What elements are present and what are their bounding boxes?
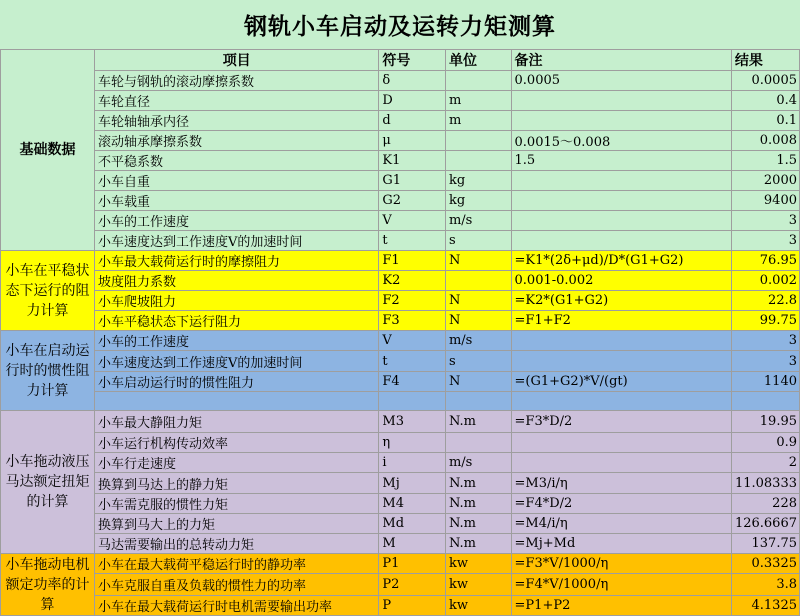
cell-result[interactable]: 2000 <box>731 171 799 191</box>
cell-unit[interactable]: m <box>445 91 511 111</box>
table-row <box>1 171 800 191</box>
cell-symbol[interactable]: P <box>379 596 446 616</box>
group-label: 小车拖动液压马达额定扭矩的计算 <box>1 411 95 554</box>
cell-unit[interactable]: kg <box>445 171 511 191</box>
cell-symbol[interactable] <box>379 392 446 411</box>
table-row <box>1 596 800 616</box>
cell-result[interactable]: 3 <box>731 351 799 372</box>
table-row <box>1 331 800 351</box>
cell-symbol[interactable]: G1 <box>379 171 446 191</box>
cell-note[interactable] <box>511 171 731 191</box>
cell-note[interactable] <box>511 111 731 131</box>
cell-note[interactable]: =(G1+G2)*V/(gt) <box>511 372 731 392</box>
cell-note[interactable]: =F3*V/1000/η <box>511 554 731 574</box>
table-row <box>1 191 800 211</box>
cell-result[interactable]: 126.6667 <box>731 514 799 534</box>
table-row <box>1 534 800 554</box>
group-label: 小车拖动电机额定功率的计算 <box>1 554 95 616</box>
cell-unit[interactable]: N <box>445 291 511 311</box>
cell-note[interactable] <box>511 211 731 231</box>
cell-item[interactable]: 换算到马达上的静力矩 <box>94 473 378 494</box>
cell-symbol[interactable]: D <box>379 91 446 111</box>
cell-item[interactable]: 小车最大静阻力矩 <box>94 411 378 433</box>
table-row <box>1 574 800 596</box>
cell-unit[interactable]: N <box>445 311 511 331</box>
cell-result[interactable]: 76.95 <box>731 251 799 271</box>
cell-item[interactable]: 小车克服自重及负载的惯性力的功率 <box>94 574 378 596</box>
table-row <box>1 251 800 271</box>
cell-symbol[interactable]: G2 <box>379 191 446 211</box>
cell-symbol[interactable]: V <box>379 331 446 351</box>
cell-result[interactable]: 0.008 <box>731 131 799 151</box>
cell-symbol[interactable]: μ <box>379 131 446 151</box>
cell-symbol[interactable]: F3 <box>379 311 446 331</box>
cell-item[interactable]: 小车速度达到工作速度V的加速时间 <box>94 351 378 372</box>
cell-unit[interactable]: kw <box>445 574 511 596</box>
cell-note[interactable]: =Mj+Md <box>511 534 731 554</box>
cell-item[interactable]: 小车载重 <box>94 191 378 211</box>
cell-unit[interactable] <box>445 271 511 291</box>
cell-item[interactable]: 小车需克服的惯性力矩 <box>94 494 378 514</box>
cell-result[interactable]: 11.08333 <box>731 473 799 494</box>
cell-unit[interactable]: m <box>445 111 511 131</box>
group-label: 基础数据 <box>1 50 95 251</box>
cell-unit[interactable]: N.m <box>445 473 511 494</box>
cell-symbol[interactable]: P2 <box>379 574 446 596</box>
header-item[interactable]: 项目 <box>94 50 378 71</box>
cell-item[interactable]: 小车爬坡阻力 <box>94 291 378 311</box>
cell-unit[interactable]: m/s <box>445 211 511 231</box>
cell-note[interactable]: =P1+P2 <box>511 596 731 616</box>
cell-unit[interactable]: kw <box>445 596 511 616</box>
table-row <box>1 392 800 411</box>
cell-symbol[interactable]: F1 <box>379 251 446 271</box>
cell-note[interactable]: =K1*(2δ+μd)/D*(G1+G2) <box>511 251 731 271</box>
cell-result[interactable]: 137.75 <box>731 534 799 554</box>
cell-symbol[interactable]: Md <box>379 514 446 534</box>
cell-note[interactable]: 0.0005 <box>511 71 731 91</box>
cell-unit[interactable]: N.m <box>445 494 511 514</box>
cell-note[interactable]: 0.0015～0.008 <box>511 131 731 151</box>
cell-result[interactable]: 2 <box>731 453 799 473</box>
table-row <box>1 151 800 171</box>
table-row <box>1 111 800 131</box>
cell-note[interactable] <box>511 191 731 211</box>
cell-item[interactable] <box>94 392 378 411</box>
cell-note[interactable]: =K2*(G1+G2) <box>511 291 731 311</box>
cell-item[interactable]: 滚动轴承摩擦系数 <box>94 131 378 151</box>
cell-note[interactable] <box>511 231 731 251</box>
table-row <box>1 351 800 372</box>
cell-symbol[interactable]: P1 <box>379 554 446 574</box>
cell-symbol[interactable]: K2 <box>379 271 446 291</box>
cell-item[interactable]: 不平稳系数 <box>94 151 378 171</box>
cell-symbol[interactable]: K1 <box>379 151 446 171</box>
cell-unit[interactable]: m/s <box>445 453 511 473</box>
cell-result[interactable]: 1140 <box>731 372 799 392</box>
cell-symbol[interactable]: d <box>379 111 446 131</box>
cell-note[interactable]: =F4*V/1000/η <box>511 574 731 596</box>
cell-symbol[interactable]: M <box>379 534 446 554</box>
cell-result[interactable]: 22.8 <box>731 291 799 311</box>
cell-item[interactable]: 小车在最大载荷运行时电机需要输出功率 <box>94 596 378 616</box>
cell-symbol[interactable]: M4 <box>379 494 446 514</box>
cell-result[interactable]: 9400 <box>731 191 799 211</box>
cell-note[interactable] <box>511 433 731 453</box>
cell-note[interactable]: 0.001-0.002 <box>511 271 731 291</box>
cell-item[interactable]: 小车在最大载荷平稳运行时的静功率 <box>94 554 378 574</box>
calc-table <box>0 49 800 616</box>
cell-unit[interactable]: N.m <box>445 514 511 534</box>
cell-result[interactable]: 3 <box>731 331 799 351</box>
cell-unit[interactable]: kg <box>445 191 511 211</box>
cell-unit[interactable] <box>445 433 511 453</box>
cell-unit[interactable]: s <box>445 351 511 372</box>
cell-note[interactable]: =F4*D/2 <box>511 494 731 514</box>
cell-symbol[interactable]: V <box>379 211 446 231</box>
cell-item[interactable]: 小车行走速度 <box>94 453 378 473</box>
cell-note[interactable] <box>511 453 731 473</box>
cell-note[interactable]: 1.5 <box>511 151 731 171</box>
cell-unit[interactable]: N <box>445 251 511 271</box>
cell-result[interactable]: 1.5 <box>731 151 799 171</box>
cell-unit[interactable]: kw <box>445 554 511 574</box>
cell-item[interactable]: 小车自重 <box>94 171 378 191</box>
cell-unit[interactable]: s <box>445 231 511 251</box>
cell-result[interactable]: 3.8 <box>731 574 799 596</box>
sheet-title: 钢轨小车启动及运转力矩测算 <box>0 0 800 50</box>
cell-unit[interactable]: N <box>445 372 511 392</box>
table-row <box>1 71 800 91</box>
cell-item[interactable]: 马达需要输出的总转动力矩 <box>94 534 378 554</box>
table-row <box>1 211 800 231</box>
table-row <box>1 311 800 331</box>
cell-result[interactable]: 0.9 <box>731 433 799 453</box>
table-row <box>1 131 800 151</box>
header-result[interactable]: 结果 <box>731 50 799 71</box>
cell-result[interactable]: 3 <box>731 211 799 231</box>
cell-symbol[interactable]: Mj <box>379 473 446 494</box>
table-row <box>1 411 800 433</box>
cell-item[interactable]: 小车启动运行时的惯性阻力 <box>94 372 378 392</box>
cell-result[interactable]: 0.3325 <box>731 554 799 574</box>
cell-unit[interactable] <box>445 151 511 171</box>
cell-item[interactable]: 小车的工作速度 <box>94 331 378 351</box>
cell-result[interactable]: 0.002 <box>731 271 799 291</box>
table-row <box>1 91 800 111</box>
cell-result[interactable]: 0.4 <box>731 91 799 111</box>
cell-symbol[interactable]: t <box>379 231 446 251</box>
cell-unit[interactable] <box>445 131 511 151</box>
table-row <box>1 473 800 494</box>
cell-item[interactable]: 坡度阻力系数 <box>94 271 378 291</box>
cell-note[interactable] <box>511 392 731 411</box>
cell-symbol[interactable]: t <box>379 351 446 372</box>
cell-symbol[interactable]: M3 <box>379 411 446 433</box>
cell-result[interactable]: 3 <box>731 231 799 251</box>
cell-result[interactable]: 0.0005 <box>731 71 799 91</box>
cell-result[interactable] <box>731 392 799 411</box>
cell-unit[interactable] <box>445 392 511 411</box>
cell-item[interactable]: 小车速度达到工作速度V的加速时间 <box>94 231 378 251</box>
table-row <box>1 231 800 251</box>
cell-symbol[interactable]: η <box>379 433 446 453</box>
cell-note[interactable]: =M4/i/η <box>511 514 731 534</box>
cell-unit[interactable]: N.m <box>445 411 511 433</box>
cell-note[interactable]: =F1+F2 <box>511 311 731 331</box>
cell-unit[interactable]: m/s <box>445 331 511 351</box>
table-row <box>1 433 800 453</box>
cell-result[interactable]: 99.75 <box>731 311 799 331</box>
cell-unit[interactable]: N.m <box>445 534 511 554</box>
cell-note[interactable]: =M3/i/η <box>511 473 731 494</box>
cell-item[interactable]: 小车的工作速度 <box>94 211 378 231</box>
group-label: 小车在启动运行时的惯性阻力计算 <box>1 331 95 411</box>
cell-item[interactable]: 小车平稳状态下运行阻力 <box>94 311 378 331</box>
cell-item[interactable]: 车轮直径 <box>94 91 378 111</box>
cell-result[interactable]: 0.1 <box>731 111 799 131</box>
table-row <box>1 514 800 534</box>
group-label: 小车在平稳状态下运行的阻力计算 <box>1 251 95 331</box>
table-row <box>1 494 800 514</box>
cell-note[interactable] <box>511 331 731 351</box>
table-row <box>1 554 800 574</box>
cell-symbol[interactable]: δ <box>379 71 446 91</box>
cell-item[interactable]: 小车最大载荷运行时的摩擦阻力 <box>94 251 378 271</box>
table-row <box>1 453 800 473</box>
cell-result[interactable]: 228 <box>731 494 799 514</box>
cell-result[interactable]: 19.95 <box>731 411 799 433</box>
cell-symbol[interactable]: F2 <box>379 291 446 311</box>
cell-item[interactable]: 车轮轴轴承内径 <box>94 111 378 131</box>
header-symbol[interactable]: 符号 <box>379 50 446 71</box>
table-row <box>1 291 800 311</box>
table-row <box>1 271 800 291</box>
cell-note[interactable] <box>511 91 731 111</box>
cell-note[interactable]: =F3*D/2 <box>511 411 731 433</box>
header-row <box>1 50 800 71</box>
cell-item[interactable]: 换算到马大上的力矩 <box>94 514 378 534</box>
cell-item[interactable]: 车轮与钢轨的滚动摩擦系数 <box>94 71 378 91</box>
cell-result[interactable]: 4.1325 <box>731 596 799 616</box>
header-note[interactable]: 备注 <box>511 50 731 71</box>
cell-unit[interactable] <box>445 71 511 91</box>
cell-symbol[interactable]: i <box>379 453 446 473</box>
table-row <box>1 372 800 392</box>
cell-note[interactable] <box>511 351 731 372</box>
cell-item[interactable]: 小车运行机构传动效率 <box>94 433 378 453</box>
cell-symbol[interactable]: F4 <box>379 372 446 392</box>
header-unit[interactable]: 单位 <box>445 50 511 71</box>
